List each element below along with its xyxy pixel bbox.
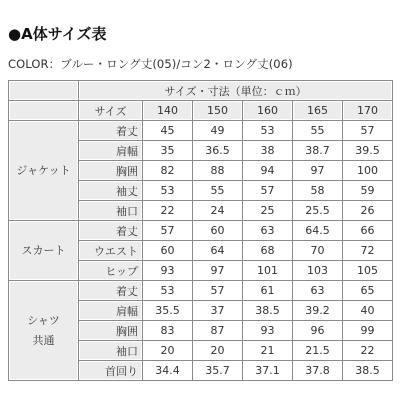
measurement-label: 肩幅: [79, 141, 143, 161]
measurement-value: 105: [343, 261, 393, 281]
measurement-value: 101: [243, 261, 293, 281]
measurement-value: 21: [243, 341, 293, 361]
group-label-line: 共通: [32, 333, 55, 347]
measurement-value: 57: [343, 121, 393, 141]
table-header: サイズ・寸法（単位：ｃｍ）: [79, 81, 393, 101]
measurement-value: 24: [193, 201, 243, 221]
size-row: [9, 101, 393, 121]
measurement-value: 22: [343, 341, 393, 361]
measurement-value: 83: [143, 321, 193, 341]
table-corner-cell: [9, 81, 79, 101]
measurement-value: 57: [143, 221, 193, 241]
measurement-value: 53: [143, 181, 193, 201]
measurement-value: 38.5: [343, 361, 393, 381]
measurement-value: 60: [143, 241, 193, 261]
group-label-line: ジャケット: [16, 163, 71, 177]
measurement-value: 72: [343, 241, 393, 261]
measurement-value: 82: [143, 161, 193, 181]
measurement-value: 57: [243, 181, 293, 201]
measurement-value: 22: [143, 201, 193, 221]
group-label-shirt: [9, 281, 79, 381]
measurement-value: 37.8: [293, 361, 343, 381]
measurement-value: 63: [243, 221, 293, 241]
measurement-value: 64: [193, 241, 243, 261]
measurement-label: 着丈: [79, 221, 143, 241]
measurement-value: 96: [293, 321, 343, 341]
measurement-value: 39.5: [343, 141, 393, 161]
measurement-value: 64.5: [293, 221, 343, 241]
measurement-value: 26: [343, 201, 393, 221]
measurement-value: 53: [243, 121, 293, 141]
measurement-value: 55: [193, 181, 243, 201]
measurement-value: 25: [243, 201, 293, 221]
measurement-value: 21.5: [293, 341, 343, 361]
measurement-value: 60: [193, 221, 243, 241]
measurement-label: 首回り: [79, 361, 143, 381]
measurement-value: 35.7: [193, 361, 243, 381]
measurement-value: 37.1: [243, 361, 293, 381]
measurement-value: 38.7: [293, 141, 343, 161]
measurement-value: 100: [343, 161, 393, 181]
size-cell: 165: [293, 101, 343, 121]
measurement-label: 肩幅: [79, 301, 143, 321]
measurement-label: 着丈: [79, 281, 143, 301]
measurement-value: 25.5: [293, 201, 343, 221]
measurement-label: ヒップ: [79, 261, 143, 281]
measurement-label: 胸囲: [79, 161, 143, 181]
table-row: [9, 281, 393, 301]
table-row: [9, 221, 393, 241]
measurement-label: 胸囲: [79, 321, 143, 341]
measurement-value: 40: [343, 301, 393, 321]
measurement-value: 55: [293, 121, 343, 141]
measurement-value: 93: [143, 261, 193, 281]
measurement-value: 70: [293, 241, 343, 261]
size-label: サイズ: [79, 101, 143, 121]
group-label-skirt: [9, 221, 79, 281]
group-label-jacket: [9, 121, 79, 221]
measurement-value: 65: [343, 281, 393, 301]
measurement-value: 99: [343, 321, 393, 341]
measurement-value: 94: [243, 161, 293, 181]
color-info: COLOR：ブルー・ロング丈(05)/コン2・ロング丈(06): [8, 57, 293, 71]
measurement-value: 97: [193, 261, 243, 281]
measurement-value: 38: [243, 141, 293, 161]
measurement-value: 103: [293, 261, 343, 281]
measurement-value: 20: [193, 341, 243, 361]
measurement-value: 88: [193, 161, 243, 181]
page-title: ●A体サイズ表: [8, 25, 107, 43]
measurement-value: 35.5: [143, 301, 193, 321]
measurement-value: 34.4: [143, 361, 193, 381]
measurement-value: 63: [293, 281, 343, 301]
measurement-value: 58: [293, 181, 343, 201]
size-cell: 150: [193, 101, 243, 121]
measurement-value: 61: [243, 281, 293, 301]
measurement-value: 49: [193, 121, 243, 141]
table-header-row: [9, 81, 393, 101]
measurement-value: 53: [143, 281, 193, 301]
measurement-value: 57: [193, 281, 243, 301]
measurement-value: 36.5: [193, 141, 243, 161]
size-cell: 140: [143, 101, 193, 121]
size-cell: 170: [343, 101, 393, 121]
measurement-value: 35: [143, 141, 193, 161]
measurement-value: 20: [143, 341, 193, 361]
measurement-value: 66: [343, 221, 393, 241]
measurement-value: 59: [343, 181, 393, 201]
size-cell: 160: [243, 101, 293, 121]
measurement-label: ウエスト: [79, 241, 143, 261]
measurement-value: 93: [243, 321, 293, 341]
group-label-line: シャツ: [27, 313, 60, 327]
size-table: [8, 80, 393, 381]
table-row: [9, 121, 393, 141]
group-label-line: スカート: [21, 243, 66, 257]
table-corner-cell: [9, 101, 79, 121]
measurement-value: 37: [193, 301, 243, 321]
measurement-value: 39.2: [293, 301, 343, 321]
measurement-value: 68: [243, 241, 293, 261]
measurement-label: 袖丈: [79, 181, 143, 201]
measurement-value: 45: [143, 121, 193, 141]
measurement-value: 38.5: [243, 301, 293, 321]
measurement-value: 97: [293, 161, 343, 181]
measurement-value: 87: [193, 321, 243, 341]
measurement-label: 袖口: [79, 341, 143, 361]
measurement-label: 着丈: [79, 121, 143, 141]
measurement-label: 袖口: [79, 201, 143, 221]
